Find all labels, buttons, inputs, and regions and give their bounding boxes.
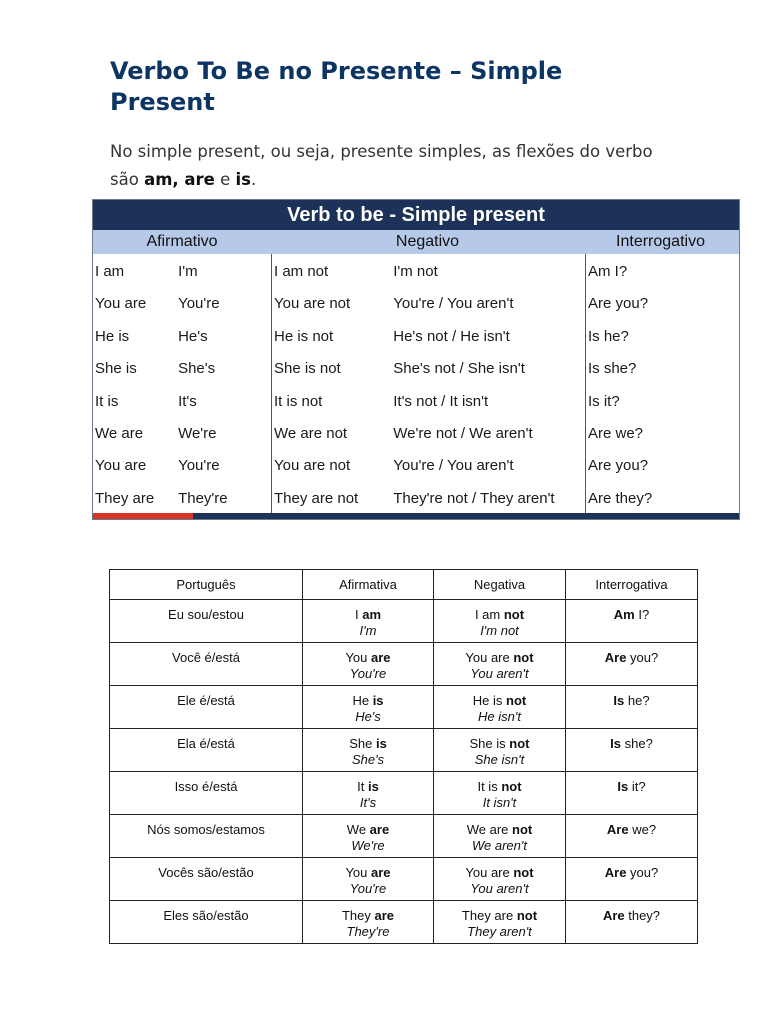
contraction-text: They aren't xyxy=(467,923,532,939)
cell-portugues: Eu sou/estou xyxy=(110,600,303,643)
table1-cell: Are we? xyxy=(588,424,644,442)
table-row xyxy=(110,815,698,858)
table1-cell: You are not xyxy=(274,457,351,475)
subject-text: She xyxy=(349,736,376,751)
not-bold: not xyxy=(506,693,527,708)
table1-cell: We are not xyxy=(274,424,348,442)
cell-interrogativa xyxy=(566,600,698,643)
cell-portugues: Ela é/está xyxy=(110,729,303,772)
verb-bold: are xyxy=(371,865,391,880)
table1-cell: Am I? xyxy=(588,263,628,280)
verb-bold: is xyxy=(375,736,387,751)
table-row xyxy=(110,858,698,901)
cell-afirmativa xyxy=(303,815,434,858)
intro-bold-is: is xyxy=(235,170,252,189)
cell-interrogativa xyxy=(566,858,698,901)
table1-row-afirmativo xyxy=(93,321,271,353)
table1-cell: You are not xyxy=(274,295,351,313)
contraction-text: I'm xyxy=(359,622,377,638)
table1-row-interrogativo xyxy=(586,321,739,353)
table1-cell: We are xyxy=(95,424,144,442)
cell-negativa xyxy=(434,901,566,944)
table1-row-interrogativo xyxy=(586,418,739,450)
table1-row-negativo xyxy=(272,353,585,385)
table2-header-row xyxy=(110,570,698,600)
table1-cell: She's not / She isn't xyxy=(393,360,525,378)
contraction-text: You aren't xyxy=(470,665,529,681)
subject-text: We xyxy=(346,822,370,837)
table-row xyxy=(110,729,698,772)
subject-text: You xyxy=(345,650,372,665)
not-bold: not xyxy=(513,865,534,880)
cell-afirmativa xyxy=(303,901,434,944)
table1-row-interrogativo xyxy=(586,288,739,320)
table1-cell: Are you? xyxy=(588,295,649,313)
table1-cell: It is xyxy=(95,392,119,410)
not-bold: not xyxy=(512,822,533,837)
table1-cell: I'm not xyxy=(393,263,438,280)
contraction-text: We aren't xyxy=(472,837,527,853)
table1-cell: Is she? xyxy=(588,360,637,378)
verb-bold: is xyxy=(372,693,384,708)
cell-interrogativa xyxy=(566,772,698,815)
question-text: he? xyxy=(624,693,650,708)
table1-cell: He's not / He isn't xyxy=(393,327,510,345)
cell-negativa xyxy=(434,772,566,815)
cell-portugues: Vocês são/estão xyxy=(110,858,303,901)
table1-cell: It is not xyxy=(274,392,323,410)
not-bold: not xyxy=(503,607,525,622)
table1-cell: You are xyxy=(95,295,147,313)
table1-col-interrogativo xyxy=(585,254,739,513)
cell-afirmativa xyxy=(303,772,434,815)
table1-cell: She's xyxy=(178,360,216,378)
conjugation-table xyxy=(109,569,698,944)
table1-cell: We're not / We aren't xyxy=(393,424,533,442)
table1-cell: Is he? xyxy=(588,327,629,345)
contraction-text: You're xyxy=(349,880,387,896)
table-row xyxy=(110,772,698,815)
table2-header-negativa: Negativa xyxy=(434,570,566,600)
subject-text: It is xyxy=(477,779,502,794)
question-text: you? xyxy=(626,650,659,665)
table1-row-interrogativo xyxy=(586,353,739,385)
contraction-text: You aren't xyxy=(470,880,529,896)
subject-text: He is xyxy=(472,693,506,708)
table1-cell: He's xyxy=(178,327,208,345)
table1-row-interrogativo xyxy=(586,386,739,418)
table1-row-negativo xyxy=(272,256,585,288)
not-bold: not xyxy=(513,650,534,665)
verb-bold: Are xyxy=(602,908,625,923)
cell-negativa xyxy=(434,600,566,643)
table2-body xyxy=(110,600,698,944)
cell-afirmativa xyxy=(303,600,434,643)
contraction-text: They're xyxy=(346,923,390,939)
cell-portugues: Ele é/está xyxy=(110,686,303,729)
question-text: she? xyxy=(621,736,653,751)
not-bold: not xyxy=(501,779,522,794)
subject-text: They are xyxy=(461,908,517,923)
verb-bold: Am xyxy=(613,607,635,622)
table1-cell: They're not / They aren't xyxy=(393,489,555,507)
cell-afirmativa xyxy=(303,643,434,686)
cell-negativa xyxy=(434,729,566,772)
table1-row-interrogativo xyxy=(586,256,739,288)
cell-interrogativa xyxy=(566,643,698,686)
not-bold: not xyxy=(516,908,538,923)
table1-title: Verb to be - Simple present xyxy=(93,200,739,230)
table1-cell: I'm xyxy=(178,263,198,280)
subject-text: They xyxy=(341,908,375,923)
table1-col-negativo xyxy=(271,254,585,513)
subject-text: She is xyxy=(469,736,510,751)
table-row xyxy=(110,643,698,686)
table1-cell: We're xyxy=(178,424,217,442)
not-bold: not xyxy=(509,736,530,751)
table1-row-afirmativo xyxy=(93,418,271,450)
table1-row-interrogativo xyxy=(586,483,739,515)
cell-negativa xyxy=(434,815,566,858)
table1-header-afirmativo: Afirmativo xyxy=(146,233,218,250)
contraction-text: He's xyxy=(355,708,381,724)
verb-bold: Are xyxy=(604,650,627,665)
cell-portugues: Eles são/estão xyxy=(110,901,303,944)
cell-afirmativa xyxy=(303,858,434,901)
subject-text: You xyxy=(345,865,372,880)
verb-bold: Is xyxy=(610,736,622,751)
cell-negativa xyxy=(434,686,566,729)
table1-row-afirmativo xyxy=(93,450,271,482)
table-row xyxy=(110,600,698,643)
subject-text: It xyxy=(357,779,368,794)
verb-bold: is xyxy=(368,779,379,794)
question-text: you? xyxy=(626,865,659,880)
table1-row-interrogativo xyxy=(586,450,739,482)
subject-text: I xyxy=(354,607,363,622)
table1-cell: I am not xyxy=(274,263,329,280)
verb-bold: Is xyxy=(613,693,625,708)
intro-paragraph xyxy=(110,138,670,194)
table1-row-negativo xyxy=(272,418,585,450)
table1-header-negativo: Negativo xyxy=(395,233,460,250)
table1-row-afirmativo xyxy=(93,256,271,288)
verb-bold: am xyxy=(362,607,382,622)
table1-cell: You're xyxy=(178,295,220,313)
intro-text-mid: e xyxy=(214,170,236,189)
cell-afirmativa xyxy=(303,686,434,729)
table1-cell: I am xyxy=(95,263,125,280)
contraction-text: You're xyxy=(349,665,387,681)
table1-cell: They are xyxy=(95,489,155,507)
verb-bold: Are xyxy=(604,865,627,880)
table1-cell: Is it? xyxy=(588,392,620,410)
cell-portugues: Nós somos/estamos xyxy=(110,815,303,858)
question-text: we? xyxy=(628,822,657,837)
cell-negativa xyxy=(434,858,566,901)
verb-bold: Is xyxy=(617,779,629,794)
table1-row-negativo xyxy=(272,321,585,353)
table-row xyxy=(110,901,698,944)
table1-cell: They are not xyxy=(274,489,359,507)
question-text: they? xyxy=(624,908,661,923)
table1-cell: Are you? xyxy=(588,457,649,475)
table1-cell: It's xyxy=(178,392,197,410)
contraction-text: We're xyxy=(351,837,385,853)
subject-text: You are xyxy=(465,650,514,665)
intro-bold-am-are: am, are xyxy=(144,170,215,189)
table1-cell: You're xyxy=(178,457,220,475)
table1-cell: You are xyxy=(95,457,147,475)
table1-col-afirmativo xyxy=(93,254,271,513)
table1-cell: They're xyxy=(178,489,228,507)
cell-interrogativa xyxy=(566,686,698,729)
table1-header-row xyxy=(93,230,739,254)
cell-portugues: Isso é/está xyxy=(110,772,303,815)
cell-interrogativa xyxy=(566,901,698,944)
table1-row-negativo xyxy=(272,288,585,320)
verb-bold: are xyxy=(371,650,391,665)
table1-cell: He is xyxy=(95,327,130,345)
subject-text: You are xyxy=(465,865,514,880)
table1-cell: Are they? xyxy=(588,489,653,507)
intro-text-end: . xyxy=(251,170,257,189)
table1-row-afirmativo xyxy=(93,353,271,385)
table1-row-negativo xyxy=(272,483,585,515)
contraction-text: It isn't xyxy=(482,794,517,810)
table-row xyxy=(110,686,698,729)
table1-header-interrogativo: Interrogativo xyxy=(616,233,705,250)
cell-interrogativa xyxy=(566,729,698,772)
table1-cell: He is not xyxy=(274,327,334,345)
question-text: it? xyxy=(628,779,646,794)
contraction-text: I'm not xyxy=(480,622,519,638)
contraction-text: She's xyxy=(351,751,385,767)
table2-header-interrogativa: Interrogativa xyxy=(566,570,698,600)
table1-cell: You're / You aren't xyxy=(393,295,514,313)
table2-header-afirmativa: Afirmativa xyxy=(303,570,434,600)
cell-afirmativa xyxy=(303,729,434,772)
table1-cell: She is xyxy=(95,360,137,378)
table1-body xyxy=(93,254,739,513)
table1-row-negativo xyxy=(272,450,585,482)
cell-negativa xyxy=(434,643,566,686)
contraction-text: He isn't xyxy=(478,708,521,724)
verb-bold: are xyxy=(374,908,395,923)
table1-cell: You're / You aren't xyxy=(393,457,514,475)
table1-row-afirmativo xyxy=(93,288,271,320)
page-title: Verbo To Be no Presente – Simple Present xyxy=(110,57,563,116)
verb-bold: Are xyxy=(606,822,629,837)
cell-portugues: Você é/está xyxy=(110,643,303,686)
table1-row-afirmativo xyxy=(93,386,271,418)
contraction-text: She isn't xyxy=(474,751,525,767)
subject-text: He xyxy=(352,693,373,708)
table1-cell: It's not / It isn't xyxy=(393,392,489,410)
subject-text: I am xyxy=(474,607,504,622)
question-text: I? xyxy=(634,607,650,622)
cell-interrogativa xyxy=(566,815,698,858)
table2-header-portugues: Português xyxy=(110,570,303,600)
table1-row-negativo xyxy=(272,386,585,418)
contraction-text: It's xyxy=(359,794,377,810)
table1-cell: She is not xyxy=(274,360,341,378)
intro-text: No simple present, ou seja, presente simples, as flexões do verbo são xyxy=(110,142,653,189)
verb-to-be-table-image xyxy=(92,199,740,520)
table1-row-afirmativo xyxy=(93,483,271,515)
verb-bold: are xyxy=(369,822,390,837)
subject-text: We are xyxy=(466,822,513,837)
